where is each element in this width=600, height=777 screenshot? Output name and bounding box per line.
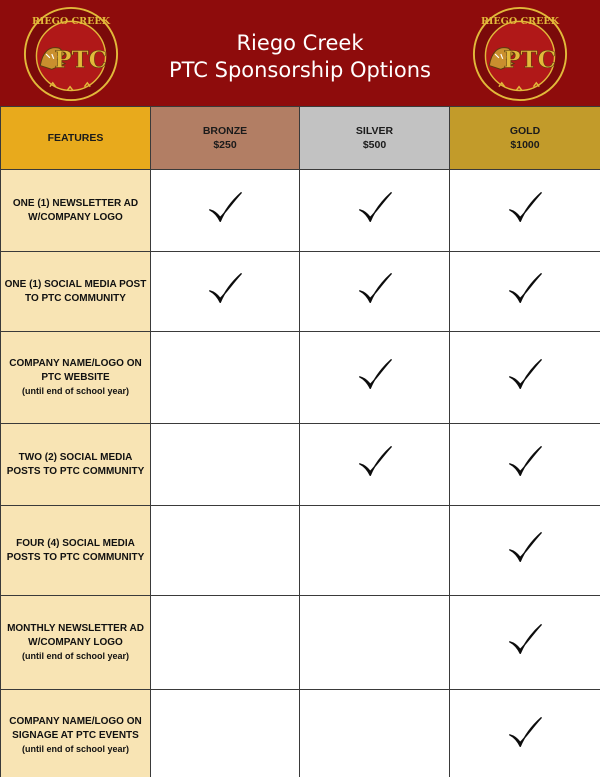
gold-cell: [450, 252, 600, 332]
checkmark-icon: [506, 443, 544, 481]
silver-cell: [300, 424, 450, 506]
checkmark-icon: [206, 270, 244, 308]
logo-ring-text: RIEGO CREEK: [480, 16, 560, 28]
gold-column-header: [450, 107, 600, 170]
silver-cell: [300, 596, 450, 690]
feature-label: COMPANY NAME/LOGO ON SIGNAGE AT PTC EVENTS: [9, 716, 142, 741]
feature-cell: [1, 332, 151, 424]
tier-price: $250: [213, 139, 237, 151]
gold-cell: [450, 690, 600, 777]
silver-column-header: [300, 107, 450, 170]
gold-cell: [450, 332, 600, 424]
checkmark-icon: [356, 356, 394, 394]
tier-name: GOLD: [509, 125, 541, 137]
feature-cell: [1, 506, 151, 596]
features-column-header: FEATURES: [1, 107, 151, 170]
bronze-cell: [151, 170, 300, 252]
silver-cell: [300, 170, 450, 252]
bronze-cell: [151, 690, 300, 777]
checkmark-icon: [506, 714, 544, 752]
silver-cell: [300, 506, 450, 596]
gold-cell: [450, 170, 600, 252]
title-line-1: Riego Creek: [236, 31, 364, 55]
logo-main-text: PTC: [54, 46, 107, 74]
gold-cell: [450, 596, 600, 690]
ptc-logo-right: [472, 6, 568, 102]
feature-label: MONTHLY NEWSLETTER AD W/COMPANY LOGO: [7, 623, 144, 648]
feature-label: ONE (1) NEWSLETTER AD W/COMPANY LOGO: [12, 197, 139, 223]
logo-main-text: PTC: [503, 46, 556, 74]
checkmark-icon: [506, 356, 544, 394]
silver-cell: [300, 332, 450, 424]
feature-cell: [1, 252, 151, 332]
tier-name: BRONZE: [202, 125, 248, 137]
table-row: [1, 252, 600, 332]
checkmark-icon: [206, 189, 244, 227]
checkmark-icon: [356, 443, 394, 481]
feature-label: ONE (1) SOCIAL MEDIA POST TO PTC COMMUNITY: [4, 278, 147, 304]
logo-ring-text: RIEGO CREEK: [31, 16, 111, 28]
header-banner: [0, 0, 600, 106]
table-row: [1, 596, 600, 690]
feature-label: COMPANY NAME/LOGO ON PTC WEBSITE: [9, 358, 142, 383]
table-row: [1, 170, 600, 252]
bronze-column-header: [151, 107, 300, 170]
table-row: [1, 506, 600, 596]
feature-note: (until end of school year): [21, 744, 129, 754]
checkmark-icon: [506, 270, 544, 308]
feature-label: TWO (2) SOCIAL MEDIA POSTS TO PTC COMMUNITY: [6, 451, 145, 477]
checkmark-icon: [506, 529, 544, 567]
gold-cell: [450, 424, 600, 506]
feature-cell: [1, 596, 151, 690]
checkmark-icon: [506, 621, 544, 659]
tier-name: SILVER: [355, 125, 394, 137]
page-title: [100, 30, 500, 84]
title-line-2: PTC Sponsorship Options: [169, 58, 431, 82]
feature-label: FOUR (4) SOCIAL MEDIA POSTS TO PTC COMMUNITY: [6, 537, 145, 563]
checkmark-icon: [506, 189, 544, 227]
feature-cell: [1, 424, 151, 506]
gold-cell: [450, 506, 600, 596]
table-row: [1, 690, 600, 777]
feature-cell: [1, 690, 151, 777]
tier-price: $1000: [510, 139, 540, 151]
tier-price: $500: [362, 139, 387, 151]
table-header-row: [1, 107, 600, 170]
bronze-cell: [151, 252, 300, 332]
bronze-cell: [151, 424, 300, 506]
table-row: [1, 424, 600, 506]
silver-cell: [300, 252, 450, 332]
feature-note: (until end of school year): [21, 651, 129, 661]
feature-cell: [1, 170, 151, 252]
feature-note: (until end of school year): [21, 386, 129, 396]
silver-cell: [300, 690, 450, 777]
checkmark-icon: [356, 189, 394, 227]
feature-rows: [1, 170, 600, 777]
bronze-cell: [151, 596, 300, 690]
checkmark-icon: [356, 270, 394, 308]
bronze-cell: [151, 332, 300, 424]
sponsorship-table: [0, 106, 600, 777]
table-row: [1, 332, 600, 424]
bronze-cell: [151, 506, 300, 596]
